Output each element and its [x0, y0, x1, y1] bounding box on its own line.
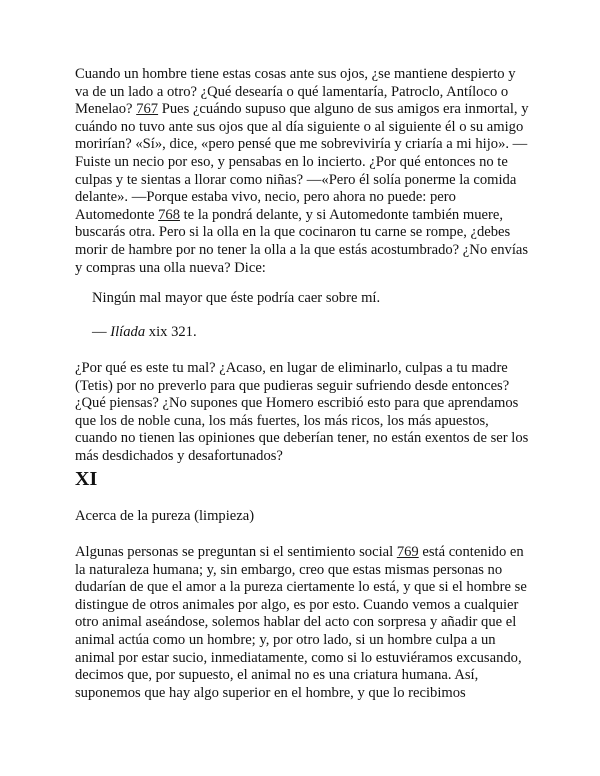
footnote-link-767[interactable]: 767 — [136, 101, 159, 118]
body-paragraph — [75, 544, 530, 702]
section-heading: XI — [75, 468, 98, 490]
paragraph-text: Pues ¿cuándo supuso que alguno de sus amigos era inmortal, y cuándo no tuvo ante sus ojos que al día siguiente o al siguiente él o su amigo morirían? «Sí», dice, «pero pensé que me sobreviviría y criaría a mi hijo». —Fuiste un necio por eso, y pensabas en lo incierto. ¿Por qué entonces no te culpas y te sientas a llorar como niñas? —«Pero él solía ponerme la comida delante». —Porque estaba vivo, necio, pero ahora no puede: pero Automedonte — [75, 101, 529, 223]
body-paragraph — [75, 66, 530, 277]
footnote-link-769[interactable]: 769 — [396, 544, 419, 560]
paragraph-text: está contenido en la naturaleza humana; y, sin embargo, creo que estas mismas personas no dudarían de que el amor a la pureza ciertamente lo está, y que si el hombre se distingue de otros animales por algo, es por esto. Cuando vemos a cualquier otro animal aseándose, solemos hablar del acto con sorpresa y añadir que el animal actúa como un hombre; y, por otro lado, si un hombre culpa a un animal por estar sucio, inmediatamente, como si lo estuviéramos excusando, decimos que, por supuesto, el animal no es una criatura humana. Así, suponemos que hay algo superior en el hombre, y que lo recibimos — [75, 544, 527, 701]
block-quote: Ningún mal mayor que éste podría caer sobre mí. — [92, 290, 381, 306]
section-title: Acerca de la pureza (limpieza) — [75, 508, 255, 524]
citation-dash: — — [92, 324, 111, 340]
citation-title: Ilíada — [110, 324, 146, 340]
paragraph-text: Algunas personas se preguntan si el sentimiento social — [75, 544, 397, 560]
body-paragraph: ¿Por qué es este tu mal? ¿Acaso, en lugar de eliminarlo, culpas a tu madre (Tetis) por no preverlo para que pudieras seguir sufriendo desde entonces? ¿Qué piensas? ¿No supones que Homero escribió esto para que aprendamos que los de noble cuna, los más fuertes, los más ricos, los más apuestos, cuando no tienen las opiniones que deberían tener, no están exentos de ser los más desdichados y desafortunados? — [75, 360, 529, 464]
footnote-link-768[interactable]: 768 — [158, 206, 180, 223]
paragraph-text: Cuando un hombre tiene estas cosas ante sus ojos, ¿se mantiene despierto y va de un lado a otro? ¿Qué desearía o qué lamentaría, Patroclo, Antíloco o Menelao? — [75, 66, 516, 118]
quote-citation — [92, 324, 522, 342]
citation-reference: xix 321. — [145, 324, 197, 340]
paragraph-text: te la pondrá delante, y si Automedonte también muere, buscarás otra. Pero si la olla en la que cocinaron tu carne se rompe, ¿debes morir de hambre por no tener la olla a la que estás acostumbrado? ¿No envías y compras una olla nueva? Dice: — [75, 206, 529, 276]
